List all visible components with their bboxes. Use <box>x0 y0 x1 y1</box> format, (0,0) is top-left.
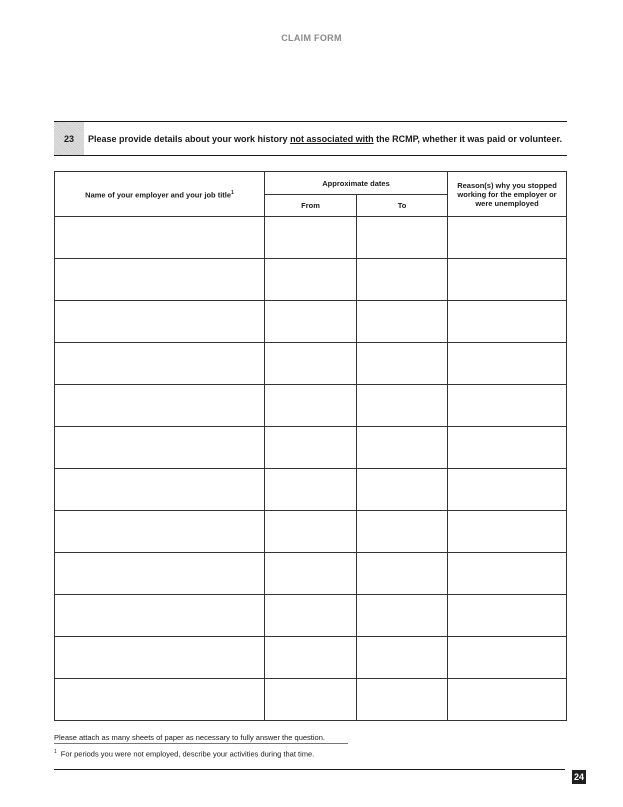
employer-cell[interactable] <box>55 595 265 637</box>
employer-cell[interactable] <box>55 301 265 343</box>
reason-cell[interactable] <box>448 343 567 385</box>
employer-cell[interactable] <box>55 469 265 511</box>
table-row <box>55 385 567 427</box>
table-row <box>55 511 567 553</box>
reason-cell[interactable] <box>448 637 567 679</box>
from-date-cell[interactable] <box>265 259 357 301</box>
employer-cell[interactable] <box>55 385 265 427</box>
table-row <box>55 637 567 679</box>
table-row <box>55 301 567 343</box>
from-date-cell[interactable] <box>265 595 357 637</box>
reason-cell[interactable] <box>448 595 567 637</box>
to-date-cell[interactable] <box>357 385 448 427</box>
from-date-cell[interactable] <box>265 511 357 553</box>
header-approximate-dates: Approximate dates <box>265 172 448 195</box>
employer-cell[interactable] <box>55 427 265 469</box>
to-date-cell[interactable] <box>357 469 448 511</box>
header-to: To <box>357 195 448 217</box>
header-reason: Reason(s) why you stopped working for the employer or were unemployed <box>448 172 567 217</box>
table-row <box>55 427 567 469</box>
table-row <box>55 343 567 385</box>
table-row <box>55 259 567 301</box>
reason-cell[interactable] <box>448 217 567 259</box>
to-date-cell[interactable] <box>357 301 448 343</box>
reason-cell[interactable] <box>448 553 567 595</box>
table-row <box>55 469 567 511</box>
attach-note: Please attach as many sheets of paper as necessary to fully answer the question. <box>54 733 348 744</box>
from-date-cell[interactable] <box>265 343 357 385</box>
to-date-cell[interactable] <box>357 595 448 637</box>
to-date-cell[interactable] <box>357 679 448 721</box>
reason-cell[interactable] <box>448 511 567 553</box>
table-row <box>55 553 567 595</box>
table-row <box>55 217 567 259</box>
to-date-cell[interactable] <box>357 259 448 301</box>
employer-cell[interactable] <box>55 637 265 679</box>
to-date-cell[interactable] <box>357 511 448 553</box>
form-title: CLAIM FORM <box>281 33 342 43</box>
reason-cell[interactable] <box>448 301 567 343</box>
from-date-cell[interactable] <box>265 469 357 511</box>
reason-cell[interactable] <box>448 469 567 511</box>
to-date-cell[interactable] <box>357 343 448 385</box>
from-date-cell[interactable] <box>265 679 357 721</box>
question-text <box>84 134 562 144</box>
employer-cell[interactable] <box>55 553 265 595</box>
reason-cell[interactable] <box>448 679 567 721</box>
employer-cell[interactable] <box>55 343 265 385</box>
reason-cell[interactable] <box>448 259 567 301</box>
question-text-underlined: not associated with <box>290 133 374 144</box>
footnote-text: For periods you were not employed, describe your activities during that time. <box>60 749 315 759</box>
from-date-cell[interactable] <box>265 553 357 595</box>
from-date-cell[interactable] <box>265 427 357 469</box>
table-row <box>55 595 567 637</box>
reason-cell[interactable] <box>448 385 567 427</box>
reason-cell[interactable] <box>448 427 567 469</box>
question-text-end: the RCMP, whether it was paid or volunteer. <box>373 133 562 144</box>
to-date-cell[interactable] <box>357 637 448 679</box>
from-date-cell[interactable] <box>265 385 357 427</box>
table-row <box>55 679 567 721</box>
footnote-marker: 1 <box>54 749 57 755</box>
page-number: 24 <box>573 772 584 782</box>
header-employer <box>55 172 265 217</box>
to-date-cell[interactable] <box>357 217 448 259</box>
work-history-rows <box>55 217 567 721</box>
bottom-rule <box>54 769 565 770</box>
header-from: From <box>265 195 357 217</box>
from-date-cell[interactable] <box>265 217 357 259</box>
to-date-cell[interactable] <box>357 553 448 595</box>
employer-cell[interactable] <box>55 259 265 301</box>
to-date-cell[interactable] <box>357 427 448 469</box>
footnote <box>54 749 314 759</box>
header-employer-label: Name of your employer and your job title <box>85 190 232 200</box>
employer-cell[interactable] <box>55 217 265 259</box>
question-text-start: Please provide details about your work history <box>88 133 291 144</box>
question-header <box>54 121 567 156</box>
header-employer-footnote-marker: 1 <box>231 189 234 196</box>
employer-cell[interactable] <box>55 679 265 721</box>
work-history-table <box>54 171 567 721</box>
question-number: 23 <box>54 122 84 155</box>
employer-cell[interactable] <box>55 511 265 553</box>
from-date-cell[interactable] <box>265 301 357 343</box>
from-date-cell[interactable] <box>265 637 357 679</box>
